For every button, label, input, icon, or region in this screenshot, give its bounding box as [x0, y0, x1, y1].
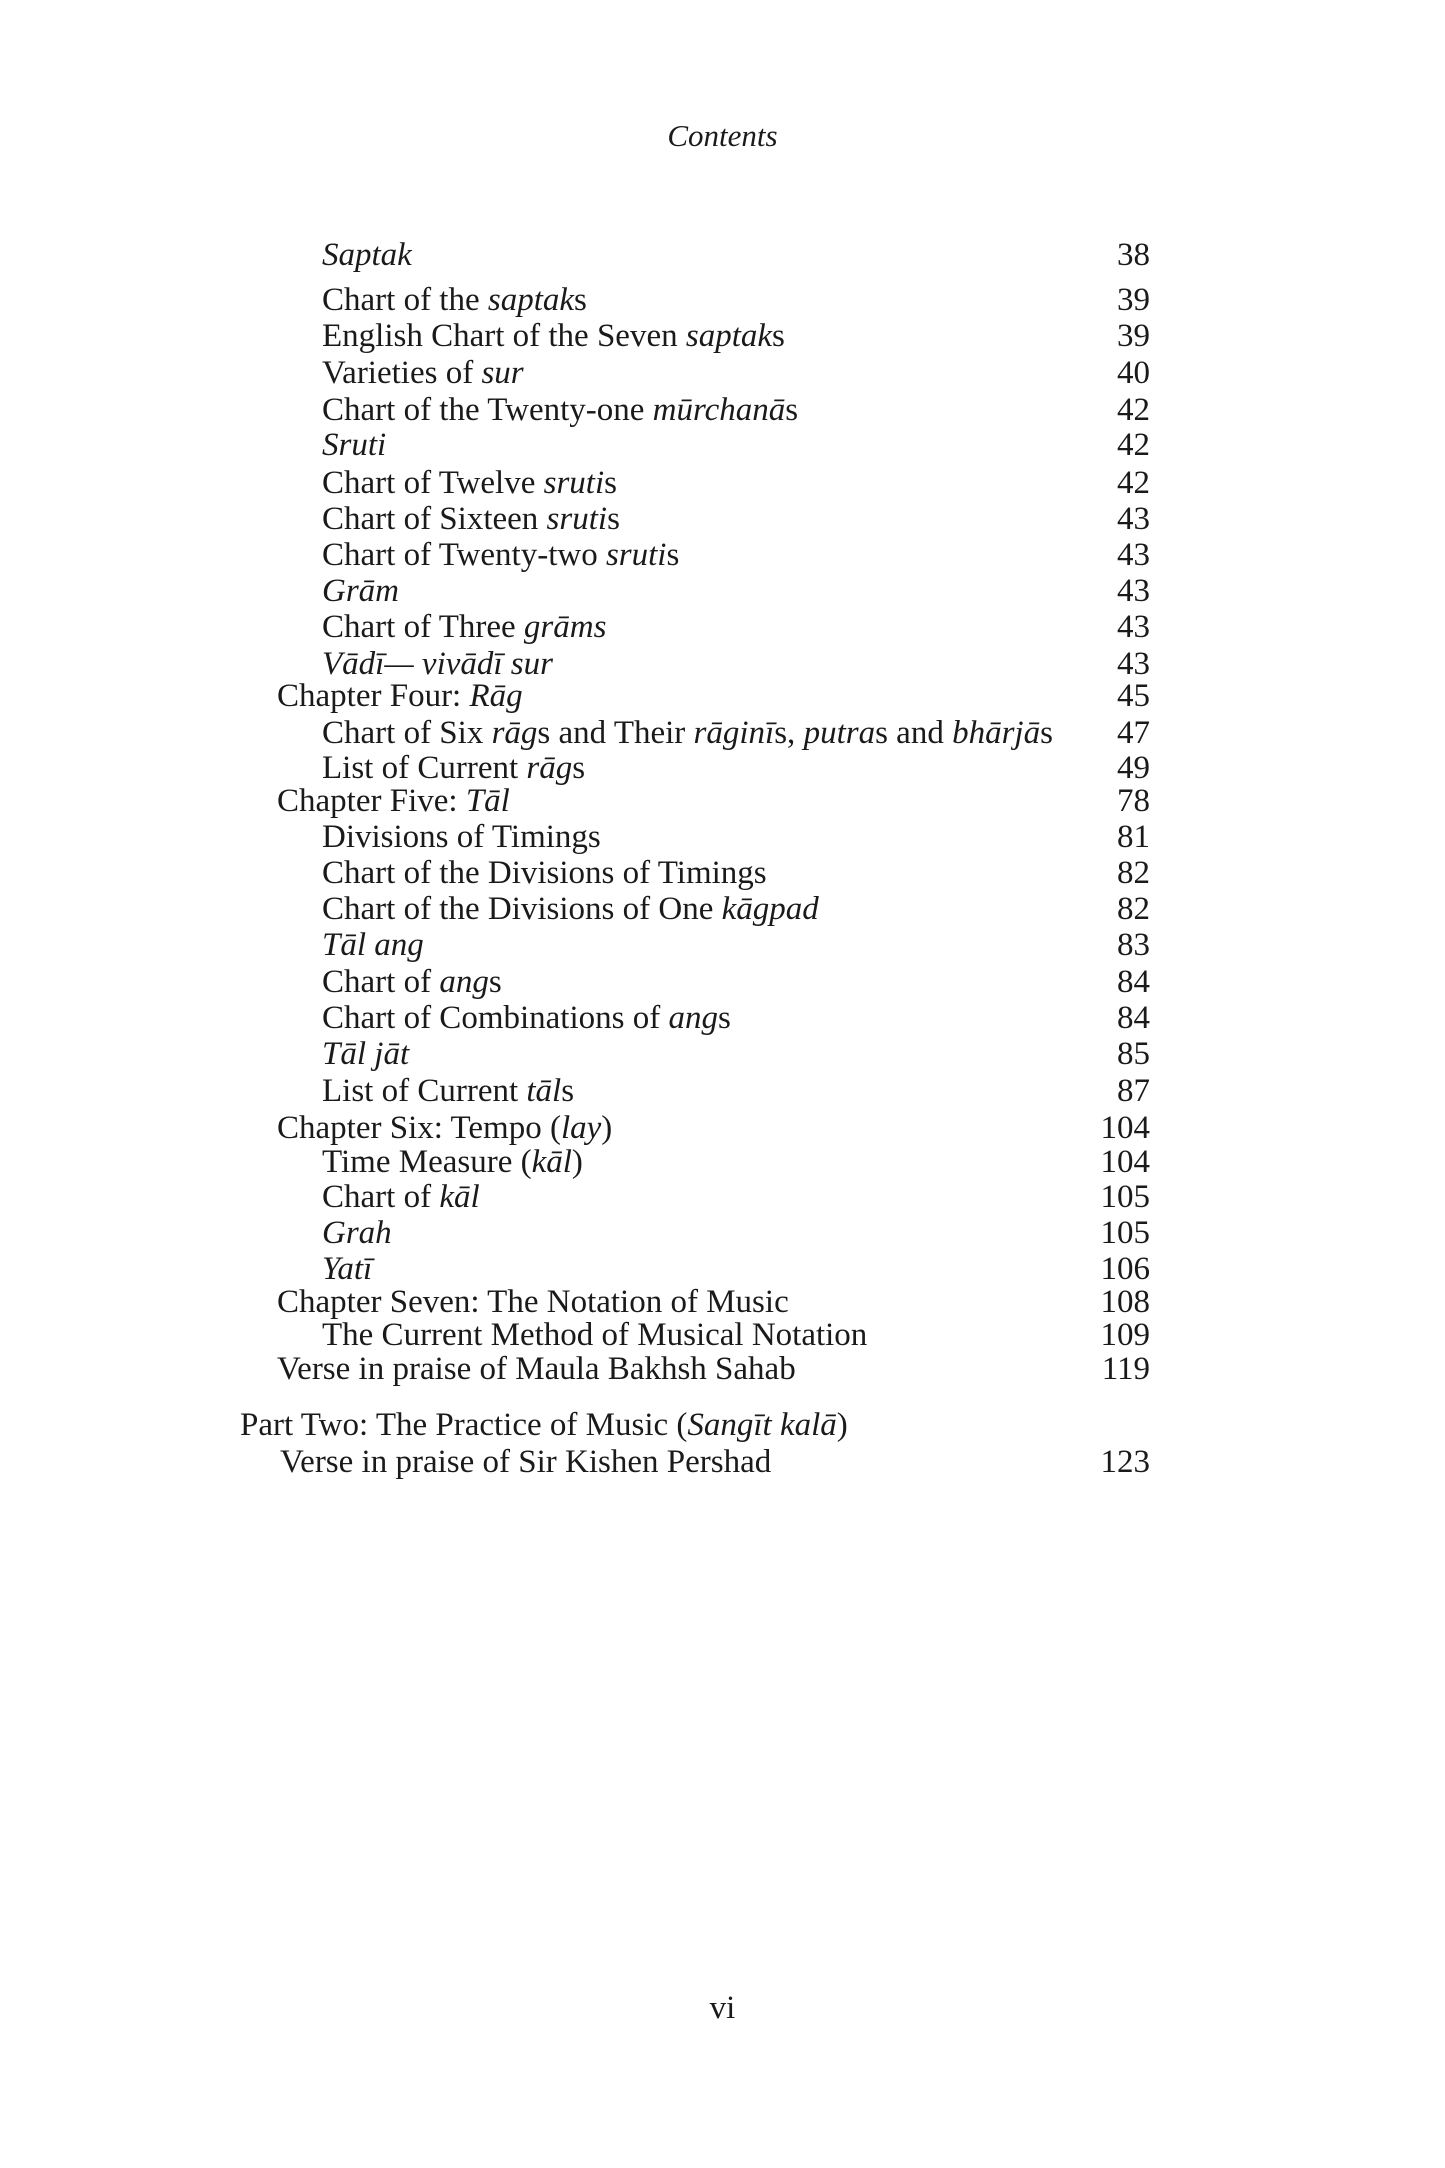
- italic-term: lay: [560, 1110, 602, 1146]
- italic-term: saptak: [487, 282, 575, 318]
- title-text: ): [601, 1110, 613, 1146]
- toc-entry-page-number: 123: [1100, 1444, 1150, 1480]
- title-text: Chart of Sixteen: [322, 501, 547, 537]
- toc-entry-page-number: 82: [1117, 891, 1150, 927]
- title-text: Verse in praise of Maula Bakhsh Sahab: [277, 1351, 796, 1387]
- title-text: Chart of Combinations of: [322, 1000, 669, 1036]
- title-text: Chart of Twelve: [322, 465, 544, 501]
- italic-term: kāl: [531, 1144, 572, 1180]
- toc-entry-page-number: 84: [1117, 964, 1150, 1000]
- italic-term: Yatī: [322, 1251, 373, 1287]
- title-text: Verse in praise of Sir Kishen Pershad: [280, 1444, 772, 1480]
- toc-entry-page-number: 87: [1117, 1073, 1150, 1109]
- italic-term: Tāl jāt: [322, 1036, 410, 1072]
- toc-entry-page-number: 104: [1100, 1110, 1150, 1146]
- toc-entry-page-number: 81: [1117, 819, 1150, 855]
- toc-entry-page-number: 104: [1100, 1144, 1150, 1180]
- title-text: List of Current: [322, 750, 527, 786]
- italic-term: Tāl ang: [322, 927, 424, 963]
- toc-entry-page-number: 43: [1117, 573, 1150, 609]
- toc-entry-title: [280, 1437, 771, 1487]
- toc-entry-title: [277, 1344, 796, 1394]
- toc-entry-page-number: 40: [1117, 355, 1150, 391]
- toc-entry-page-number: 78: [1117, 783, 1150, 819]
- italic-term: sruti: [546, 501, 608, 537]
- toc-entry-page-number: 43: [1117, 646, 1150, 682]
- toc-entry-page-number: 82: [1117, 855, 1150, 891]
- italic-term: saptak: [685, 318, 773, 354]
- title-text: The Current Method of Musical Notation: [322, 1317, 868, 1353]
- toc-entry-page-number: 108: [1100, 1284, 1150, 1320]
- toc-entry-page-number: 42: [1117, 427, 1150, 463]
- title-text: s and Their: [537, 715, 694, 751]
- title-text: s: [666, 537, 680, 573]
- running-head: Contents: [667, 118, 778, 153]
- italic-term: Grām: [322, 573, 400, 609]
- toc-entry-page-number: 105: [1100, 1215, 1150, 1251]
- title-text: Chapter Six: Tempo (: [277, 1110, 561, 1146]
- title-text: s,: [774, 715, 804, 751]
- toc-entry-page-number: 105: [1100, 1179, 1150, 1215]
- toc-entry-page-number: 38: [1117, 237, 1150, 273]
- italic-term: tāl: [526, 1073, 562, 1109]
- title-text: Chart of Three: [322, 609, 524, 645]
- italic-term: rāg: [491, 715, 538, 751]
- italic-term: putra: [803, 715, 876, 751]
- title-text: s and: [875, 715, 953, 751]
- toc-entry[interactable]: [0, 1437, 1445, 1487]
- title-text: Chart of: [322, 1179, 440, 1215]
- italic-term: Grah: [322, 1215, 392, 1251]
- italic-term: ang: [439, 964, 489, 1000]
- toc-entry-page-number: 49: [1117, 750, 1150, 786]
- toc-entry-page-number: 83: [1117, 927, 1150, 963]
- italic-term: mūrchanā: [652, 392, 786, 428]
- title-text: s: [772, 318, 785, 354]
- italic-term: Tāl: [465, 783, 510, 819]
- toc-entry-title: [322, 230, 412, 280]
- toc-entry-page-number: 109: [1100, 1317, 1150, 1353]
- toc-entry-page-number: 43: [1117, 501, 1150, 537]
- title-text: Chapter Four:: [277, 678, 470, 714]
- italic-term: Sangīt kalā: [687, 1407, 837, 1443]
- italic-term: Vādī— vivādī sur: [322, 646, 553, 682]
- toc-entry[interactable]: [0, 1344, 1445, 1394]
- italic-term: bhārjā: [952, 715, 1041, 751]
- title-text: English Chart of the Seven: [322, 318, 686, 354]
- title-text: Chart of: [322, 964, 440, 1000]
- toc-entry-page-number: 84: [1117, 1000, 1150, 1036]
- toc-entry-page-number: 43: [1117, 609, 1150, 645]
- title-text: s: [574, 282, 587, 318]
- italic-term: kāl: [439, 1179, 480, 1215]
- title-text: Chart of the Twenty-one: [322, 392, 653, 428]
- italic-term: sur: [481, 355, 524, 391]
- toc-entry-page-number: 45: [1117, 678, 1150, 714]
- toc-entry[interactable]: [0, 230, 1445, 280]
- title-text: Part Two: The Practice of Music (: [240, 1407, 688, 1443]
- toc-entry-page-number: 39: [1117, 282, 1150, 318]
- title-text: s: [561, 1073, 575, 1109]
- title-text: Chart of the Divisions of Timings: [322, 855, 767, 891]
- toc-entry-page-number: 85: [1117, 1036, 1150, 1072]
- title-text: s: [717, 1000, 731, 1036]
- title-text: ): [836, 1407, 848, 1443]
- italic-term: rāg: [526, 750, 573, 786]
- title-text: Time Measure (: [322, 1144, 532, 1180]
- title-text: Chapter Five:: [277, 783, 466, 819]
- toc-entry-page-number: 119: [1101, 1351, 1150, 1387]
- italic-term: kāgpad: [721, 891, 819, 927]
- italic-term: Saptak: [322, 237, 412, 273]
- toc-entry-page-number: 42: [1117, 392, 1150, 428]
- title-text: Divisions of Timings: [322, 819, 601, 855]
- title-text: s: [785, 392, 799, 428]
- italic-term: ang: [668, 1000, 718, 1036]
- toc-entry-page-number: 43: [1117, 537, 1150, 573]
- italic-term: sruti: [543, 465, 605, 501]
- italic-term: sruti: [605, 537, 667, 573]
- title-text: ): [571, 1144, 583, 1180]
- title-text: Chapter Seven: The Notation of Music: [277, 1284, 789, 1320]
- italic-term: Sruti: [322, 427, 387, 463]
- italic-term: grāms: [523, 609, 607, 645]
- toc-entry-page-number: 42: [1117, 465, 1150, 501]
- title-text: Chart of the Divisions of One: [322, 891, 722, 927]
- title-text: List of Current: [322, 1073, 527, 1109]
- title-text: Chart of the: [322, 282, 488, 318]
- toc-entry-page-number: 39: [1117, 318, 1150, 354]
- title-text: Chart of Six: [322, 715, 492, 751]
- title-text: s: [572, 750, 586, 786]
- toc-entry-page-number: 106: [1100, 1251, 1150, 1287]
- toc-entry-page-number: 47: [1117, 715, 1150, 751]
- page-number-folio: vi: [709, 1990, 736, 2026]
- title-text: s: [1040, 715, 1053, 751]
- title-text: s: [604, 465, 617, 501]
- title-text: s: [607, 501, 620, 537]
- italic-term: rāginī: [693, 715, 775, 751]
- title-text: Chart of Twenty-two: [322, 537, 606, 573]
- italic-term: Rāg: [469, 678, 523, 714]
- title-text: s: [488, 964, 502, 1000]
- title-text: Varieties of: [322, 355, 482, 391]
